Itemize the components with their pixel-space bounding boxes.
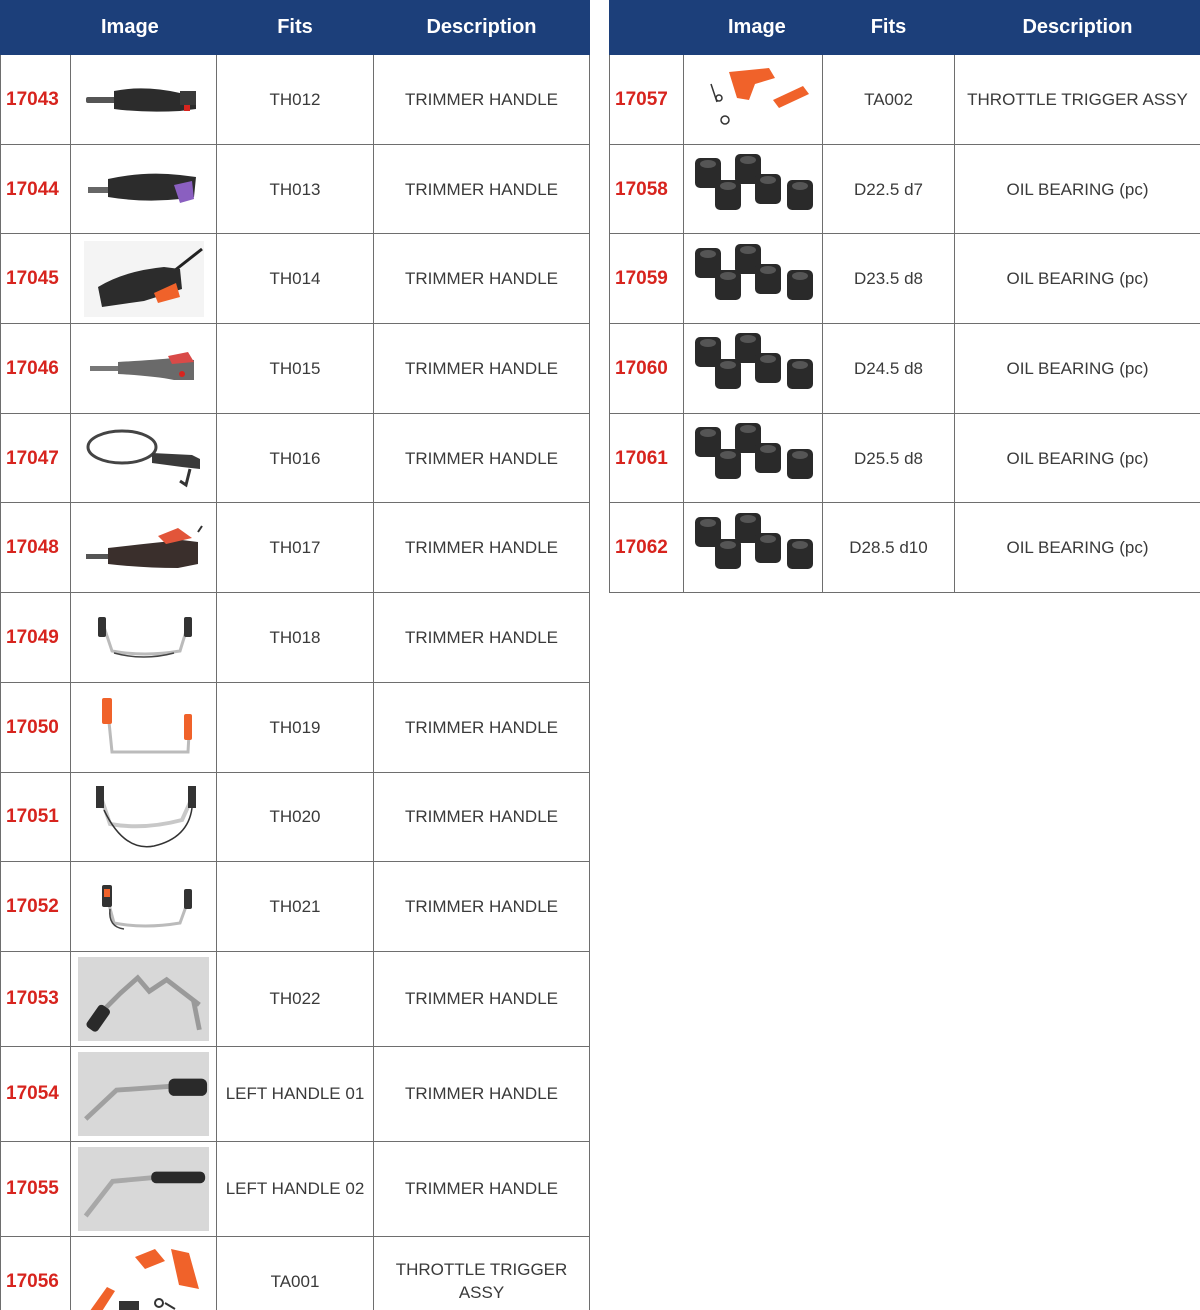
oil-bearing-set-icon	[688, 147, 818, 231]
bike-handle-bar-wired-icon	[75, 865, 212, 949]
part-code: 17048	[1, 503, 71, 593]
part-code: 17053	[1, 951, 71, 1046]
table-row	[1, 1141, 590, 1236]
header-fits: Fits	[823, 1, 955, 55]
header-description: Description	[374, 1, 590, 55]
fits-cell: TA001	[217, 1236, 374, 1310]
oil-bearing-set-icon	[688, 416, 818, 500]
table-row	[610, 144, 1200, 234]
fits-cell: LEFT HANDLE 02	[217, 1141, 374, 1236]
table-row	[1, 503, 590, 593]
table-row	[610, 234, 1200, 324]
header-code	[1, 1, 71, 55]
description-cell: TRIMMER HANDLE	[374, 413, 590, 503]
bike-handle-bar-cable-icon	[75, 775, 212, 859]
left-handle-bar-photo-icon	[78, 1147, 209, 1231]
trimmer-handle-cable-loop-icon	[75, 416, 212, 500]
part-code: 17045	[1, 234, 71, 324]
fits-cell: TH022	[217, 951, 374, 1046]
table-row	[610, 324, 1200, 414]
table-row	[1, 593, 590, 683]
parts-table-left	[0, 0, 590, 1310]
fits-cell: D25.5 d8	[823, 413, 955, 503]
part-code: 17044	[1, 144, 71, 234]
fits-cell: TH019	[217, 682, 374, 772]
table-row	[1, 234, 590, 324]
header-image: Image	[71, 1, 217, 55]
part-code: 17043	[1, 55, 71, 145]
description-cell: TRIMMER HANDLE	[374, 862, 590, 952]
left-handle-bar-photo-icon	[78, 1052, 209, 1136]
description-cell: TRIMMER HANDLE	[374, 234, 590, 324]
part-code: 17057	[610, 55, 684, 145]
description-cell: OIL BEARING (pc)	[955, 324, 1200, 414]
description-cell: TRIMMER HANDLE	[374, 55, 590, 145]
part-code: 17058	[610, 144, 684, 234]
description-cell: TRIMMER HANDLE	[374, 1046, 590, 1141]
fits-cell: TH014	[217, 234, 374, 324]
table-row	[610, 55, 1200, 145]
parts-table-right	[609, 0, 1200, 593]
description-cell: THROTTLE TRIGGER ASSY	[374, 1236, 590, 1310]
table-row	[1, 951, 590, 1046]
part-code: 17046	[1, 324, 71, 414]
fits-cell: TH012	[217, 55, 374, 145]
part-code: 17061	[610, 413, 684, 503]
description-cell: TRIMMER HANDLE	[374, 1141, 590, 1236]
fits-cell: TH015	[217, 324, 374, 414]
table-row	[1, 413, 590, 503]
table-row	[1, 772, 590, 862]
bike-handle-bar-icon	[75, 595, 212, 679]
description-cell: THROTTLE TRIGGER ASSY	[955, 55, 1200, 145]
description-cell: TRIMMER HANDLE	[374, 682, 590, 772]
header-fits: Fits	[217, 1, 374, 55]
fits-cell: TH016	[217, 413, 374, 503]
part-code: 17055	[1, 1141, 71, 1236]
throttle-trigger-parts-icon	[75, 1239, 212, 1310]
fits-cell: TH020	[217, 772, 374, 862]
fits-cell: TH017	[217, 503, 374, 593]
bike-handle-bar-orange-icon	[75, 685, 212, 769]
part-code: 17056	[1, 1236, 71, 1310]
part-code: 17054	[1, 1046, 71, 1141]
table-row	[1, 55, 590, 145]
table-header-row	[1, 1, 590, 55]
throttle-trigger-parts-icon	[688, 57, 818, 141]
description-cell: TRIMMER HANDLE	[374, 144, 590, 234]
fits-cell: TH018	[217, 593, 374, 683]
table-row	[1, 1046, 590, 1141]
fits-cell: D28.5 d10	[823, 503, 955, 593]
fits-cell: D23.5 d8	[823, 234, 955, 324]
part-code: 17062	[610, 503, 684, 593]
table-row	[610, 413, 1200, 503]
part-code: 17047	[1, 413, 71, 503]
table-row	[1, 1236, 590, 1310]
table-row	[1, 862, 590, 952]
fits-cell: TA002	[823, 55, 955, 145]
oil-bearing-set-icon	[688, 237, 818, 321]
description-cell: OIL BEARING (pc)	[955, 503, 1200, 593]
table-row	[1, 682, 590, 772]
header-image: Image	[684, 1, 823, 55]
oil-bearing-set-icon	[688, 326, 818, 410]
description-cell: OIL BEARING (pc)	[955, 234, 1200, 324]
part-code: 17050	[1, 682, 71, 772]
part-code: 17052	[1, 862, 71, 952]
fits-cell: D22.5 d7	[823, 144, 955, 234]
fits-cell: TH021	[217, 862, 374, 952]
description-cell: OIL BEARING (pc)	[955, 413, 1200, 503]
description-cell: TRIMMER HANDLE	[374, 772, 590, 862]
loop-handle-bar-photo-icon	[78, 957, 209, 1041]
table-row	[1, 324, 590, 414]
description-cell: OIL BEARING (pc)	[955, 144, 1200, 234]
part-code: 17049	[1, 593, 71, 683]
part-code: 17060	[610, 324, 684, 414]
trimmer-handle-grip-orange-icon	[75, 237, 212, 321]
table-row	[610, 503, 1200, 593]
description-cell: TRIMMER HANDLE	[374, 951, 590, 1046]
header-description: Description	[955, 1, 1200, 55]
part-code: 17051	[1, 772, 71, 862]
part-code: 17059	[610, 234, 684, 324]
table-header-row	[610, 1, 1200, 55]
oil-bearing-set-icon	[688, 506, 818, 590]
trimmer-handle-grip-trigger-icon	[75, 506, 212, 590]
fits-cell: LEFT HANDLE 01	[217, 1046, 374, 1141]
fits-cell: D24.5 d8	[823, 324, 955, 414]
trimmer-handle-grip-purple-icon	[75, 147, 212, 231]
fits-cell: TH013	[217, 144, 374, 234]
trimmer-handle-grip-icon	[75, 57, 212, 141]
header-code	[610, 1, 684, 55]
description-cell: TRIMMER HANDLE	[374, 503, 590, 593]
description-cell: TRIMMER HANDLE	[374, 324, 590, 414]
table-row	[1, 144, 590, 234]
description-cell: TRIMMER HANDLE	[374, 593, 590, 683]
trimmer-handle-grip-grey-icon	[75, 326, 212, 410]
